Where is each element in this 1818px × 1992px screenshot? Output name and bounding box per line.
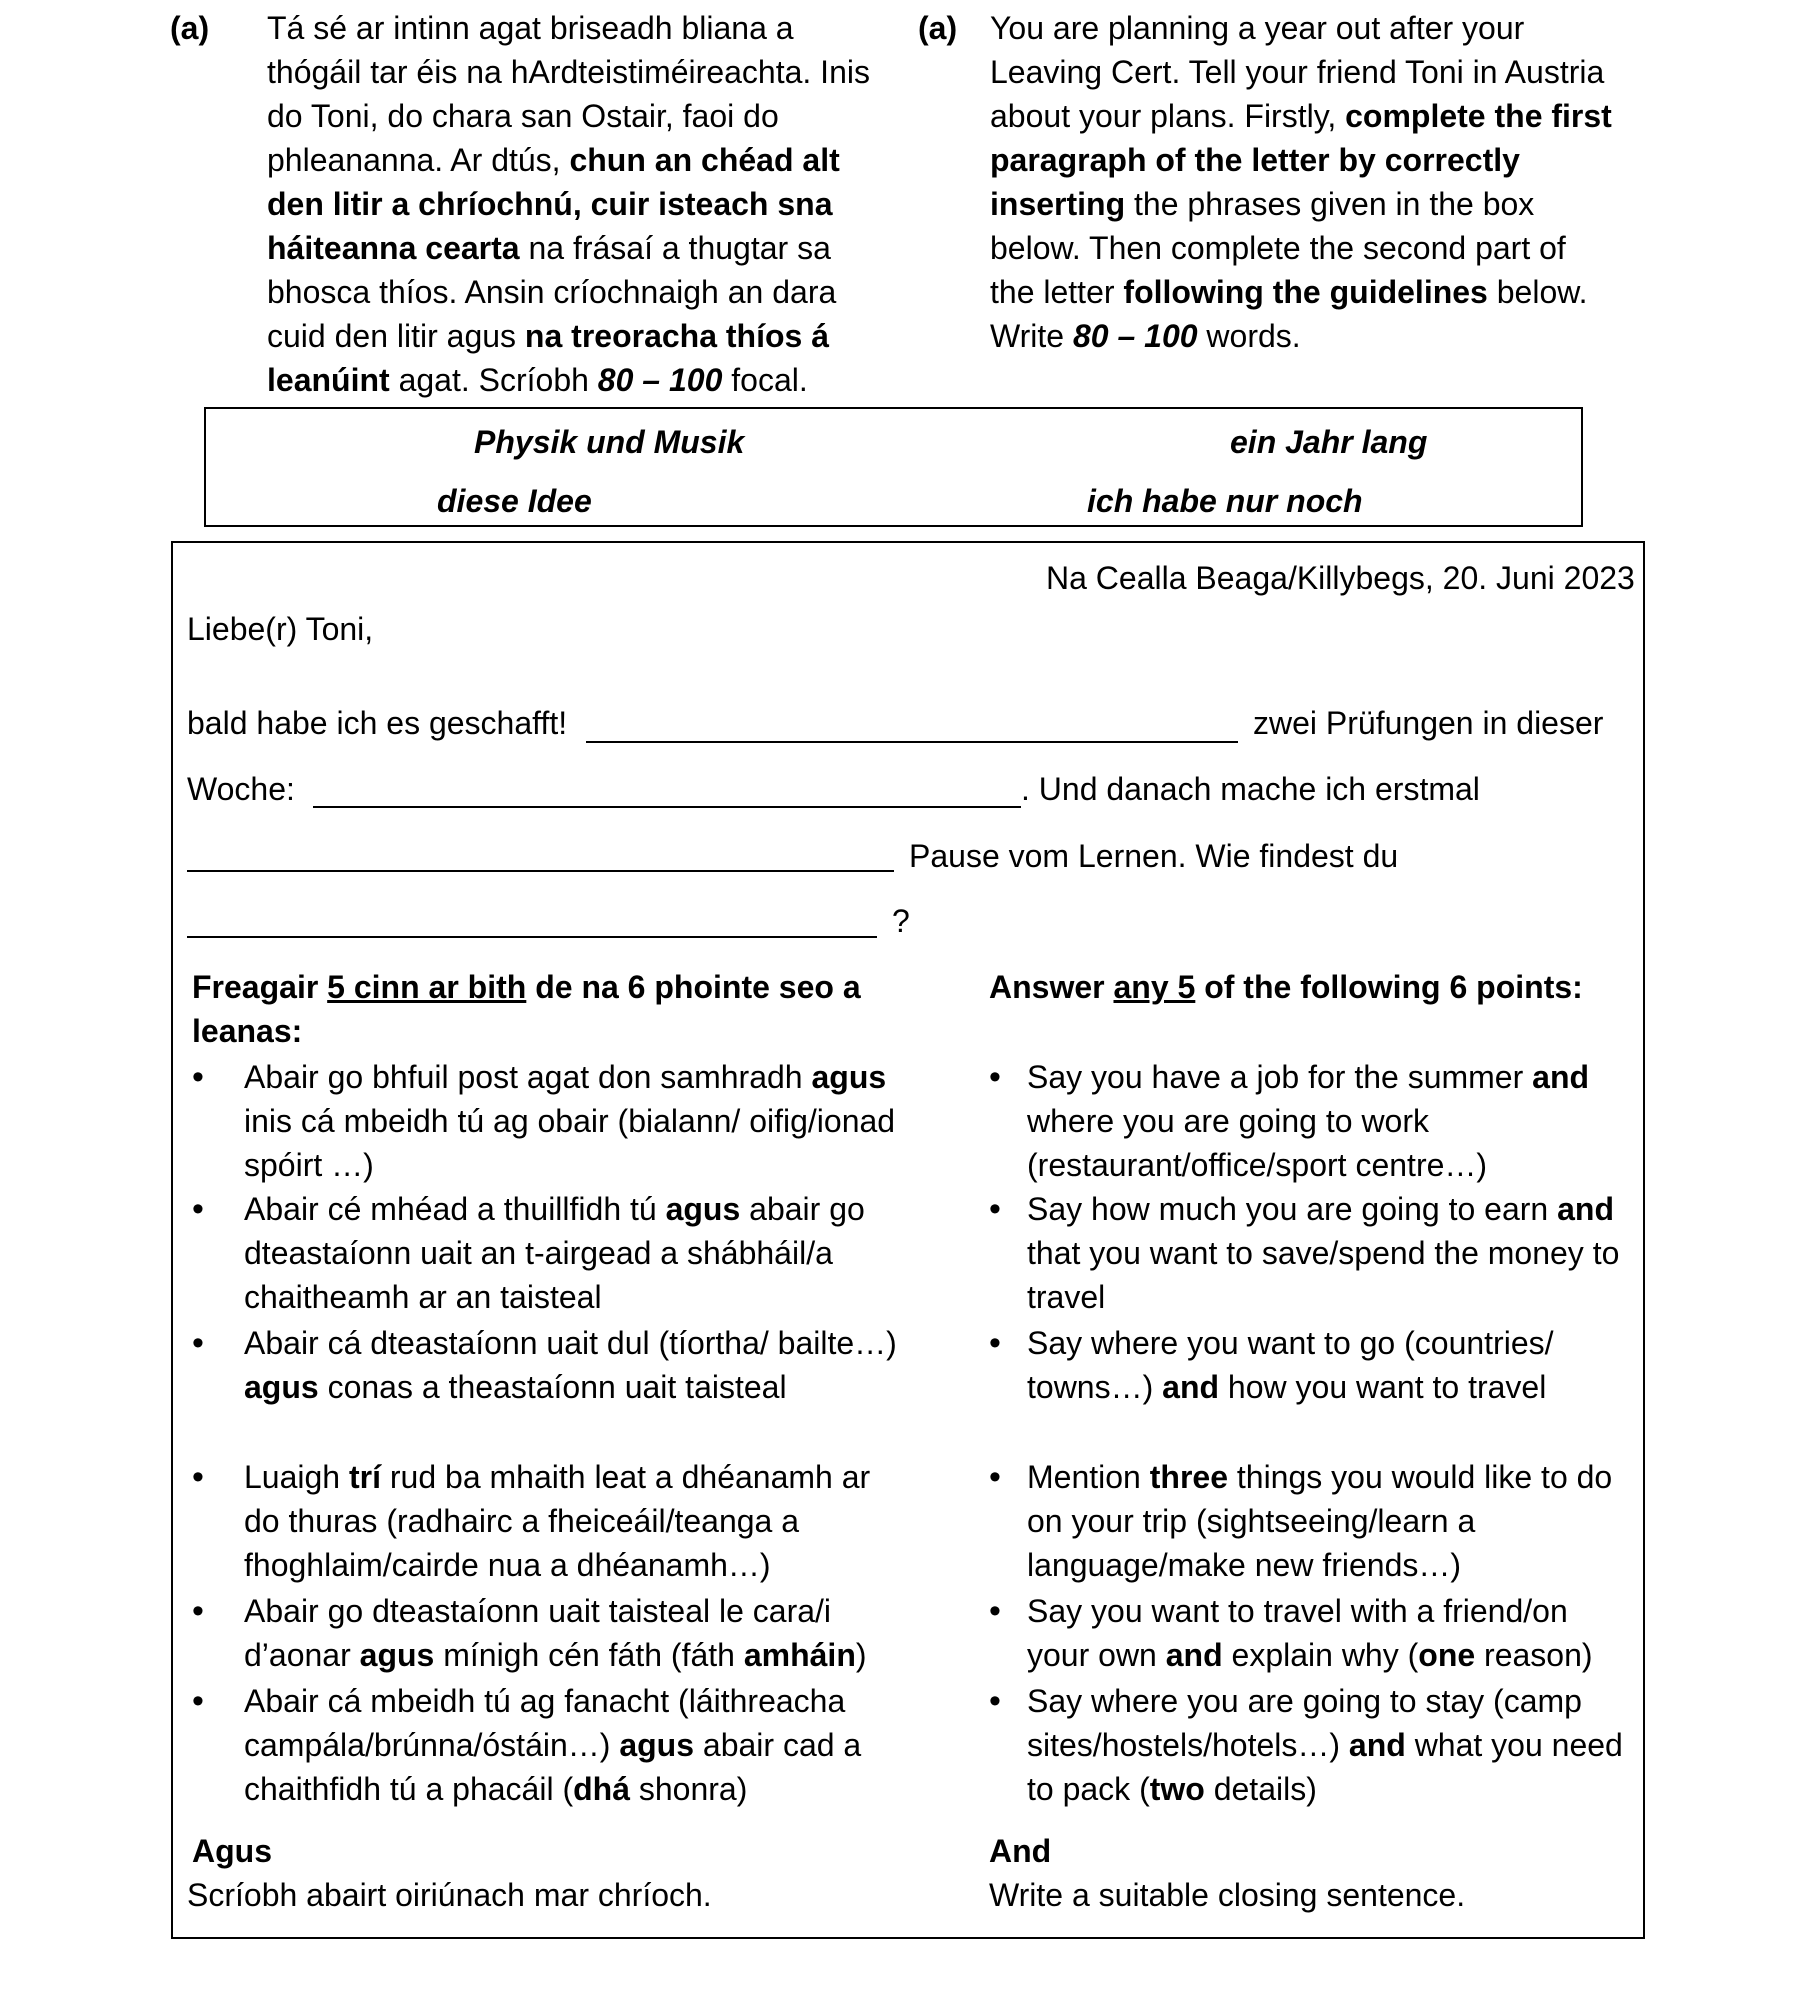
- phrase-diese-idee: diese Idee: [437, 483, 592, 519]
- irish-points-list: [192, 1055, 912, 1811]
- irish-question-label: (a): [170, 10, 210, 46]
- english-instr-bold-2: following the guidelines: [1123, 274, 1488, 310]
- english-and-label: And: [989, 1833, 1052, 1869]
- phrase-ich-habe-nur-noch: ich habe nur noch: [1087, 483, 1363, 519]
- english-point: • Say you want to travel with a friend/on your own and explain why (one reason): [989, 1589, 1629, 1679]
- phrase-physik-und-musik: Physik und Musik: [474, 424, 745, 460]
- letter-line2-end: . Und danach mache ich erstmal: [1021, 771, 1480, 807]
- irish-point: • Abair cá mbeidh tú ag fanacht (láithreacha campála/brúnna/óstáin…) agus abair cad a chaithfidh tú a phacáil (dhá shonra): [192, 1679, 912, 1811]
- irish-instructions: [267, 6, 882, 402]
- english-instr-text-2: the phrases given in the box below. Then complete the second part of the letter: [990, 186, 1566, 310]
- letter-blank-1[interactable]: [586, 741, 1238, 743]
- english-instr-text-1: You are planning a year out after your Leaving Cert. Tell your friend Toni in Austria about your plans. Firstly,: [990, 10, 1605, 134]
- english-point: • Mention three things you would like to do on your trip (sightseeing/learn a language/make new friends…): [989, 1455, 1629, 1589]
- irish-instr-text-2: na frásaí a thugtar sa bhosca thíos. Ansin críochnaigh an dara cuid den litir agus: [267, 230, 837, 354]
- irish-instr-text-1: Tá sé ar intinn agat briseadh bliana a thógáil tar éis na hArdteistiméireachta. Inis do Toni, do chara san Ostair, faoi do phleananna. Ar dtús,: [267, 10, 870, 178]
- irish-instr-bold-1: chun an chéad alt den litir a chríochnú, cuir isteach sna háiteanna cearta: [267, 142, 840, 266]
- irish-instr-text-4: focal.: [722, 362, 808, 398]
- english-point: • Say where you are going to stay (camp sites/hostels/hotels…) and what you need to pack (two details): [989, 1679, 1629, 1811]
- letter-blank-4[interactable]: [187, 936, 877, 938]
- letter-line3-end: Pause vom Lernen. Wie findest du: [909, 838, 1399, 874]
- letter-blank-3[interactable]: [187, 870, 894, 872]
- english-closing-instruction: Write a suitable closing sentence.: [989, 1877, 1466, 1913]
- letter-line4-end: ?: [892, 903, 910, 939]
- english-instr-bold-1: complete the first paragraph of the letter by correctly inserting: [990, 98, 1612, 222]
- irish-points-heading: Freagair 5 cinn ar bith de na 6 phointe seo a leanas:: [192, 969, 861, 1049]
- irish-instr-text-3: agat. Scríobh: [389, 362, 598, 398]
- letter-line2-start: Woche:: [187, 771, 295, 807]
- english-instructions: [990, 6, 1615, 358]
- irish-and-label: Agus: [192, 1833, 272, 1869]
- phrase-ein-jahr-lang: ein Jahr lang: [1230, 424, 1428, 460]
- irish-closing-instruction: Scríobh abairt oiriúnach mar chríoch.: [187, 1877, 712, 1913]
- letter-line1-start: bald habe ich es geschafft!: [187, 705, 568, 741]
- english-points-list: [989, 1055, 1629, 1811]
- english-word-count: 80 – 100: [1072, 318, 1198, 354]
- irish-point: • Abair go bhfuil post agat don samhradh agus inis cá mbeidh tú ag obair (bialann/ oifig/ionad spóirt …): [192, 1055, 912, 1187]
- irish-points-section: [192, 965, 912, 1811]
- letter-place-date: Na Cealla Beaga/Killybegs, 20. Juni 2023: [1046, 560, 1635, 596]
- irish-point: • Abair cá dteastaíonn uait dul (tíortha/ bailte…) agus conas a theastaíonn uait taisteal: [192, 1321, 912, 1455]
- english-points-section: [989, 965, 1629, 1811]
- letter-blank-2[interactable]: [313, 806, 1021, 808]
- english-point: • Say how much you are going to earn and that you want to save/spend the money to travel: [989, 1187, 1629, 1321]
- english-points-heading: Answer any 5 of the following 6 points:: [989, 969, 1583, 1005]
- english-instr-text-4: Write: [990, 318, 1073, 354]
- irish-point: • Abair cé mhéad a thuillfidh tú agus abair go dteastaíonn uait an t-airgead a shábháil/a chaitheamh ar an taisteal: [192, 1187, 912, 1321]
- english-instr-text-5: words.: [1197, 318, 1301, 354]
- english-point: • Say where you want to go (countries/ towns…) and how you want to travel: [989, 1321, 1629, 1455]
- letter-line1-end: zwei Prüfungen in dieser: [1253, 705, 1604, 741]
- english-point: • Say you have a job for the summer and where you are going to work (restaurant/office/sport centre…): [989, 1055, 1629, 1187]
- irish-instr-bold-2: na treoracha thíos á leanúint: [267, 318, 830, 398]
- irish-point: • Luaigh trí rud ba mhaith leat a dhéanamh ar do thuras (radhairc a fheiceáil/teanga a fhoghlaim/cairde nua a dhéanamh…): [192, 1455, 912, 1589]
- letter-greeting: Liebe(r) Toni,: [187, 611, 374, 647]
- irish-word-count: 80 – 100: [597, 362, 723, 398]
- english-question-label: (a): [918, 10, 958, 46]
- english-instr-text-3: below.: [1487, 274, 1588, 310]
- irish-point: • Abair go dteastaíonn uait taisteal le cara/i d’aonar agus mínigh cén fáth (fáth amháin): [192, 1589, 912, 1679]
